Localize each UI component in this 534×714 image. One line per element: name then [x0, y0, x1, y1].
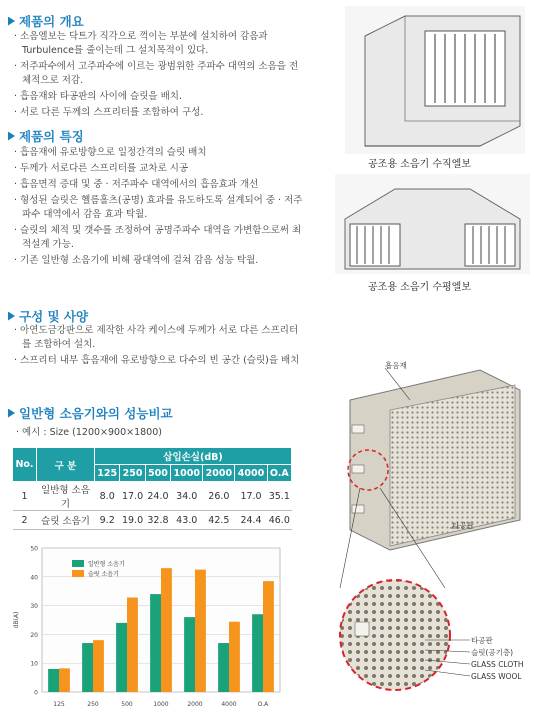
section-title-overview [8, 12, 84, 30]
x-tick-label: 500 [121, 701, 133, 708]
table-cell: 일반형 소음기 [37, 482, 95, 511]
table-cell: 26.0 [203, 482, 235, 511]
y-tick-label: 0 [34, 689, 38, 697]
table-cell: 34.0 [171, 482, 203, 511]
table-cell: 24.0 [145, 482, 170, 511]
bar-1 [161, 568, 172, 692]
arrow-bullet-icon [8, 17, 15, 26]
bar-0 [184, 617, 195, 692]
bar-1 [195, 570, 206, 692]
table-cell: 35.1 [267, 482, 291, 511]
list-item: · 흡음재와 타공판의 사이에 슬릿을 배치. [14, 90, 304, 104]
bar-0 [82, 643, 93, 692]
bar-0 [48, 669, 59, 692]
legend-label: 슬릿 소음기 [88, 571, 119, 578]
bar-1 [127, 598, 138, 692]
section-title-text: 구성 및 사양 [19, 309, 89, 324]
spec-list [14, 324, 304, 370]
bar-1 [59, 668, 70, 692]
section-title-text: 제품의 특징 [19, 129, 84, 144]
performance-table [12, 447, 292, 530]
section-title-features [8, 127, 84, 145]
header-freq: 4000 [235, 465, 267, 482]
table-cell: 32.8 [145, 511, 170, 530]
table-row [13, 511, 292, 530]
header-group: 삽입손실(dB) [95, 448, 292, 465]
label-slit: 슬릿(공기층) [471, 648, 514, 657]
x-tick-label: 4000 [221, 701, 237, 708]
header-freq: 2000 [203, 465, 235, 482]
table-cell: 43.0 [171, 511, 203, 530]
table-cell: 19.0 [120, 511, 145, 530]
section-title-spec [8, 307, 88, 325]
table-cell: 8.0 [95, 482, 120, 511]
list-item: · 서로 다른 두께의 스프리터를 조합하여 구성. [14, 106, 304, 120]
splitter-panel-illustration [330, 360, 534, 714]
vertical-elbow-illustration [345, 6, 525, 154]
y-tick-label: 40 [30, 574, 38, 582]
bar-0 [116, 623, 127, 692]
list-item: · 흡음재에 유로방향으로 일정간격의 슬릿 배치 [14, 146, 304, 160]
table-cell: 24.4 [235, 511, 267, 530]
list-item: · 슬릿의 체적 및 갯수를 조정하여 공명주파수 대역을 가변함으로써 최적설계 가능. [14, 224, 304, 252]
label-perforated-top: 타공판 [452, 521, 474, 530]
table-cell: 1 [13, 482, 37, 511]
label-perforated: 타공판 [471, 636, 493, 645]
header-category: 구 분 [37, 448, 95, 482]
x-tick-label: 1000 [153, 701, 169, 708]
horizontal-elbow-illustration [335, 174, 530, 274]
y-tick-label: 30 [30, 603, 38, 611]
header-freq: 1000 [171, 465, 203, 482]
example-size: · 예시 : Size (1200×900×1800) [16, 427, 162, 438]
x-tick-label: 250 [87, 701, 99, 708]
caption-horizontal-elbow: 공조용 소음기 수평엘보 [368, 282, 471, 293]
table-cell: 17.0 [120, 482, 145, 511]
list-item: · 아연도금강판으로 제작한 사각 케이스에 두께가 서로 다른 스프리터를 조합하여 설치. [14, 324, 304, 352]
table-row [13, 482, 292, 511]
legend-label: 일반형 소음기 [88, 561, 125, 568]
legend-swatch [72, 570, 84, 577]
features-list [14, 146, 304, 270]
table-cell: 9.2 [95, 511, 120, 530]
header-freq: 500 [145, 465, 170, 482]
y-tick-label: 50 [30, 545, 38, 553]
bar-0 [150, 594, 161, 692]
table-cell: 17.0 [235, 482, 267, 511]
y-tick-label: 20 [30, 631, 38, 639]
label-absorber: 흡음재 [385, 361, 407, 370]
y-tick-label: 10 [30, 660, 38, 668]
x-tick-label: 125 [53, 701, 65, 708]
bar-0 [252, 614, 263, 692]
caption-vertical-elbow: 공조용 소음기 수직엘보 [368, 159, 471, 170]
label-glass-wool: GLASS WOOL [471, 672, 522, 681]
section-title-comparison [8, 404, 173, 422]
header-no: No. [13, 448, 37, 482]
list-item: · 형성된 슬릿은 헬름홀츠(공명) 효과를 유도하도록 설계되어 중 · 저주파수 대역에서 감음 효과 탁월. [14, 194, 304, 222]
header-freq: 125 [95, 465, 120, 482]
list-item: · 두께가 서로다른 스프리터를 교차로 시공 [14, 162, 304, 176]
y-axis-label: dB(A) [13, 611, 20, 629]
x-tick-label: O.A [257, 701, 269, 708]
list-item: · 저주파수에서 고주파수에 이르는 광범위한 주파수 대역의 소음을 전체적으로 저감. [14, 60, 304, 88]
bar-1 [263, 581, 274, 692]
list-item: · 기존 일반형 소음기에 비해 광대역에 걸쳐 감음 성능 탁월. [14, 254, 304, 268]
legend-swatch [72, 560, 84, 567]
list-item: · 스프리터 내부 흡음재에 유로방향으로 다수의 빈 공간 (슬릿)을 배치 [14, 354, 304, 368]
header-freq: O.A [267, 465, 291, 482]
list-item: · 소음엘보는 닥트가 직각으로 꺽이는 부분에 설치하여 감음과 Turbulence를 줄이는데 그 설치목적이 있다. [14, 30, 304, 58]
header-freq: 250 [120, 465, 145, 482]
bar-0 [218, 643, 229, 692]
section-title-text: 일반형 소음기와의 성능비교 [19, 406, 173, 421]
list-item: · 흡음면적 증대 및 중 · 저주파수 대역에서의 흡음효과 개선 [14, 178, 304, 192]
bar-1 [229, 622, 240, 692]
x-tick-label: 2000 [187, 701, 203, 708]
table-cell: 46.0 [267, 511, 291, 530]
bar-1 [93, 640, 104, 692]
performance-bar-chart [10, 540, 290, 714]
overview-list [14, 30, 304, 122]
arrow-bullet-icon [8, 312, 15, 321]
section-title-text: 제품의 개요 [19, 14, 84, 29]
table-cell: 42.5 [203, 511, 235, 530]
arrow-bullet-icon [8, 409, 15, 418]
label-glass-cloth: GLASS CLOTH [471, 660, 524, 669]
arrow-bullet-icon [8, 132, 15, 141]
table-cell: 2 [13, 511, 37, 530]
table-cell: 슬릿 소음기 [37, 511, 95, 530]
